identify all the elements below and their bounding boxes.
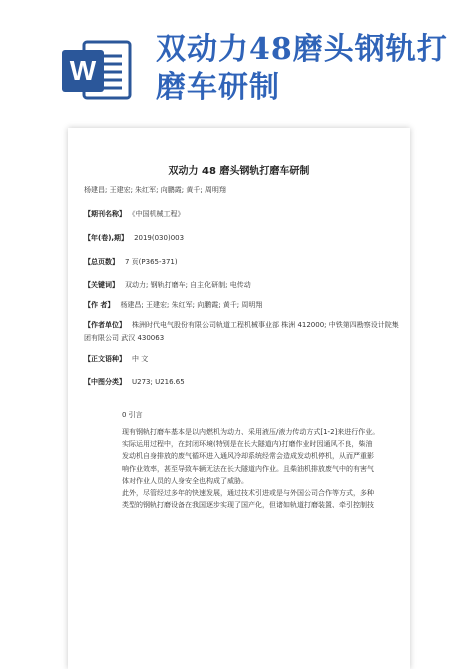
meta-row-volume	[84, 232, 404, 245]
body-paragraph-line: 类型的钢轨打磨设备在我国逐步实现了国产化，但诸如轨道打磨装置、牵引控制技	[122, 501, 374, 510]
word-document-icon	[62, 40, 134, 100]
body-paragraph-line: 发动机自身排放的废气循环进入通风冷却系统经常会造成发动机停机，从而严重影	[122, 452, 374, 461]
meta-row-authors	[84, 299, 404, 312]
body-paragraph-line: 体对作业人员的人身安全也构成了威胁。	[122, 476, 248, 485]
body-paragraph-line: 现有钢轨打磨车基本是以内燃机为动力、采用液压/液力传动方式[1-2]来进行作业。	[122, 428, 380, 436]
meta-row-journal	[84, 208, 404, 221]
meta-row-affiliation	[84, 319, 404, 345]
body-paragraph-line: 响作业效率，甚至导致车辆无法在长大隧道内作业。且柴油机排放废气中的有害气	[122, 464, 374, 473]
meta-label: 【作者单位】	[84, 321, 126, 329]
meta-value: 2019(030)003	[134, 234, 185, 242]
document-authors: 杨建昌; 王建宏; 朱红军; 向鹏霞; 黄千; 周明翔	[84, 186, 226, 194]
meta-value: 杨建昌; 王建宏; 朱红军; 向鹏霞; 黄千; 周明翔	[120, 301, 263, 309]
meta-label: 【总页数】	[84, 258, 119, 266]
body-text	[122, 426, 396, 511]
meta-label: 【正文语种】	[84, 355, 126, 363]
word-logo-letter: W	[69, 55, 97, 86]
document-page	[68, 128, 410, 669]
meta-row-language	[84, 353, 404, 366]
meta-label: 【关键词】	[84, 281, 119, 289]
meta-value: 中 文	[132, 355, 149, 363]
meta-row-pages	[84, 256, 404, 269]
body-paragraph-line: 实际运用过程中，在封闭环境(特别是在长大隧道内)打磨作业时因通风不良，柴油	[122, 440, 373, 449]
meta-label: 【期刊名称】	[84, 210, 126, 218]
meta-value: 7 页(P365-371)	[125, 258, 178, 266]
meta-label: 【作 者】	[84, 301, 115, 309]
meta-label: 【中图分类】	[84, 378, 126, 386]
body-paragraph-line: 此外，尽管经过多年的快速发展，通过技术引进或是与外国公司合作等方式，多种	[122, 489, 374, 498]
meta-value: 《中国机械工程》	[132, 210, 185, 218]
meta-value: 双动力; 钢轨打磨车; 自主化研制; 电传动	[125, 281, 251, 289]
meta-value: U273; U216.65	[132, 378, 185, 386]
preview-banner	[0, 0, 474, 112]
banner-title: 双动力48磨头钢轨打磨车研制	[156, 32, 448, 105]
meta-row-classification	[84, 376, 404, 389]
meta-label: 【年(卷),期】	[84, 234, 129, 242]
section-heading: 0 引言	[122, 411, 143, 419]
meta-value: 株洲时代电气股份有限公司轨道工程机械事业部 株洲 412000; 中铁第四勘察设计院集团有限公司 武汉 430063	[84, 321, 399, 342]
document-title: 双动力 48 磨头钢轨打磨车研制	[168, 166, 310, 177]
meta-row-keywords	[84, 279, 404, 292]
